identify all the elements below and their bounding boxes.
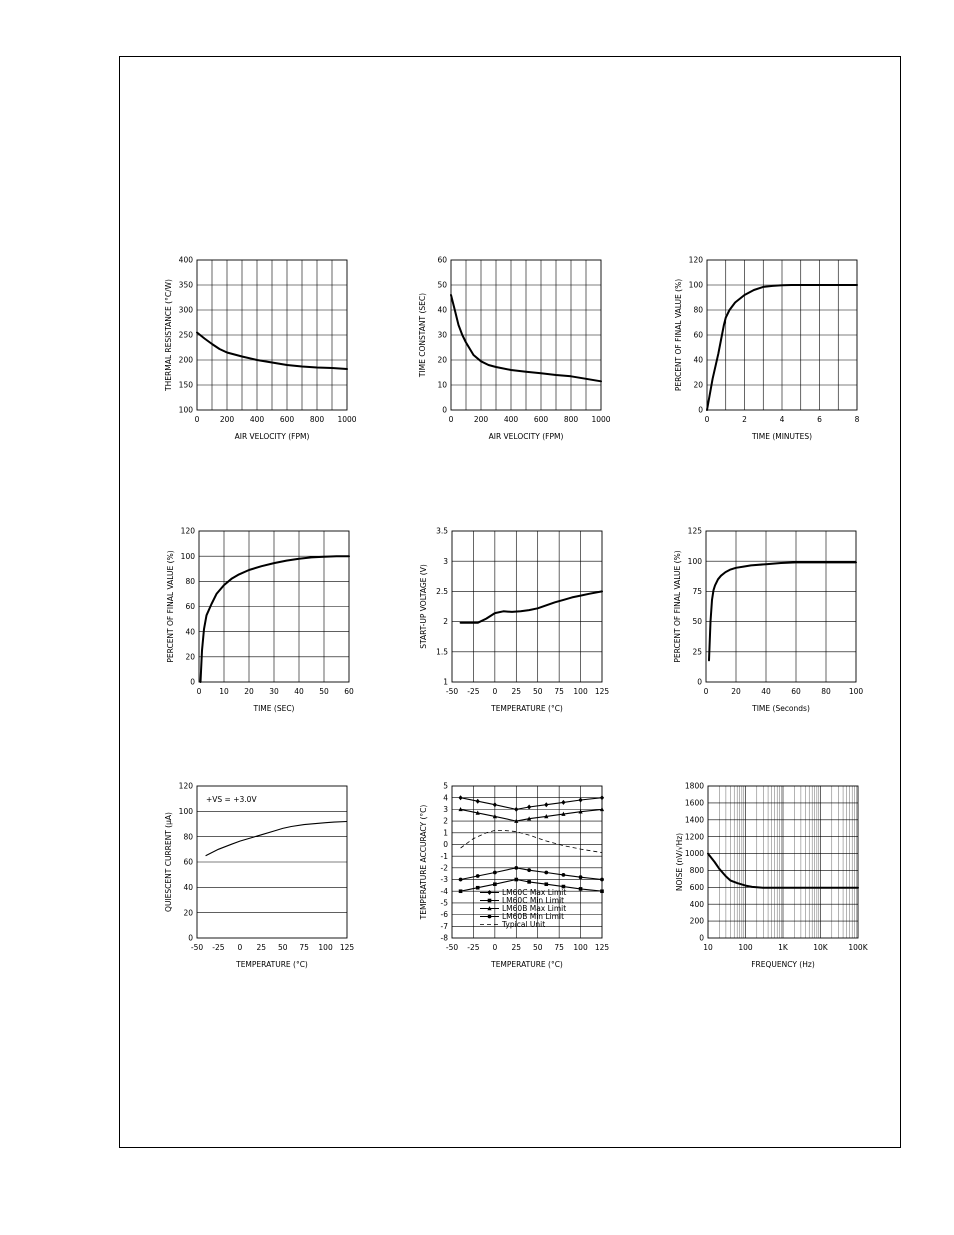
marker-diamond bbox=[600, 795, 604, 800]
y-tick-label: 100 bbox=[180, 551, 195, 561]
marker-square bbox=[600, 889, 604, 893]
y-tick-label: 10 bbox=[437, 380, 447, 390]
marker-triangle bbox=[458, 807, 462, 811]
marker-diamond bbox=[458, 795, 462, 800]
y-tick-label: 1.5 bbox=[436, 647, 448, 657]
x-tick-label: 0 bbox=[194, 415, 200, 424]
legend-item: LM60C Min Limit bbox=[502, 896, 565, 905]
y-tick-label: 60 bbox=[185, 602, 195, 612]
y-tick-label: 20 bbox=[185, 652, 195, 662]
y-tick-label: 50 bbox=[437, 280, 447, 290]
x-tick-label: 1K bbox=[778, 943, 788, 952]
marker-square bbox=[527, 880, 531, 884]
series-line bbox=[709, 562, 856, 660]
chart-grid bbox=[451, 260, 601, 410]
legend-item: Typical Unit bbox=[502, 920, 546, 929]
y-tick-label: 150 bbox=[178, 380, 193, 390]
y-tick-label: 120 bbox=[178, 781, 193, 791]
marker-square bbox=[579, 887, 583, 891]
y-axis-label: THERMAL RESISTANCE (°C/W) bbox=[164, 279, 173, 391]
x-tick-label: -25 bbox=[467, 687, 480, 696]
x-tick-label: 0 bbox=[237, 943, 243, 952]
x-tick-label: -25 bbox=[467, 943, 480, 952]
y-tick-label: 60 bbox=[693, 330, 703, 340]
y-tick-label: 30 bbox=[437, 330, 447, 340]
y-tick-label: 100 bbox=[688, 280, 703, 290]
x-tick-label: 75 bbox=[299, 943, 309, 952]
chart-grid bbox=[197, 260, 347, 410]
y-tick-label: 20 bbox=[183, 908, 193, 918]
x-tick-label: 400 bbox=[249, 415, 265, 424]
y-tick-label: 600 bbox=[689, 882, 704, 892]
legend-item: LM60B Min Limit bbox=[502, 912, 565, 921]
x-tick-label: 100 bbox=[848, 687, 864, 696]
y-tick-label: 125 bbox=[687, 526, 702, 536]
y-tick-label: 0 bbox=[698, 405, 703, 415]
y-tick-label: -8 bbox=[440, 933, 448, 943]
x-tick-label: 100 bbox=[573, 687, 588, 696]
x-tick-label: 4 bbox=[779, 415, 785, 424]
marker-diamond bbox=[578, 798, 582, 803]
y-tick-label: 1400 bbox=[684, 815, 704, 825]
y-tick-label: 0 bbox=[697, 677, 702, 687]
y-axis-label: QUIESCENT CURRENT (µA) bbox=[164, 812, 173, 912]
plot-frame bbox=[452, 531, 602, 682]
x-tick-label: 0 bbox=[196, 687, 202, 696]
marker-diamond bbox=[487, 890, 491, 895]
y-tick-label: 3.5 bbox=[436, 526, 448, 536]
x-tick-label: 25 bbox=[256, 943, 267, 952]
y-tick-label: 1200 bbox=[684, 832, 704, 842]
y-tick-label: 0 bbox=[442, 405, 447, 415]
y-tick-label: 0 bbox=[443, 840, 448, 850]
x-tick-label: -50 bbox=[445, 687, 459, 696]
y-axis-label: START-UP VOLTAGE (V) bbox=[419, 564, 428, 649]
marker-diamond bbox=[514, 807, 518, 812]
chart-grid bbox=[706, 531, 856, 682]
x-axis-label: TEMPERATURE (°C) bbox=[491, 704, 563, 713]
y-tick-label: 1800 bbox=[684, 781, 704, 791]
x-tick-label: 200 bbox=[473, 415, 489, 424]
marker-circle bbox=[527, 868, 531, 872]
x-tick-label: 40 bbox=[294, 687, 304, 696]
chart-3 bbox=[674, 256, 860, 441]
marker-diamond bbox=[561, 800, 565, 805]
x-tick-label: 80 bbox=[821, 687, 831, 696]
y-axis-label: PERCENT OF FINAL VALUE (%) bbox=[673, 550, 682, 663]
x-tick-label: -50 bbox=[190, 943, 204, 952]
y-tick-label: 80 bbox=[185, 576, 195, 586]
y-tick-label: 200 bbox=[689, 916, 704, 926]
x-tick-label: 25 bbox=[511, 687, 522, 696]
y-tick-label: 40 bbox=[437, 305, 447, 315]
y-tick-label: -1 bbox=[440, 851, 448, 861]
y-tick-label: 120 bbox=[688, 255, 703, 265]
y-tick-label: 25 bbox=[692, 647, 702, 657]
marker-diamond bbox=[476, 799, 480, 804]
x-tick-label: 100 bbox=[738, 943, 753, 952]
chart-grid bbox=[197, 811, 347, 912]
y-tick-label: 120 bbox=[180, 526, 195, 536]
x-tick-label: 400 bbox=[503, 415, 519, 424]
marker-diamond bbox=[544, 802, 548, 807]
y-tick-label: 100 bbox=[687, 556, 702, 566]
y-tick-label: 200 bbox=[178, 355, 193, 365]
y-tick-label: 1000 bbox=[684, 849, 704, 859]
marker-circle bbox=[476, 874, 480, 878]
marker-diamond bbox=[493, 802, 497, 807]
y-axis-label: NOISE (nV/√Hz) bbox=[675, 832, 684, 892]
marker-square bbox=[514, 878, 518, 882]
y-tick-label: -5 bbox=[440, 898, 448, 908]
x-tick-label: 75 bbox=[554, 687, 564, 696]
chart-grid bbox=[708, 786, 858, 938]
chart-1 bbox=[164, 256, 357, 441]
marker-circle bbox=[493, 871, 497, 875]
x-tick-label: 0 bbox=[703, 687, 709, 696]
x-tick-label: 60 bbox=[344, 687, 354, 696]
legend-item: LM60C Max Limit bbox=[502, 888, 567, 897]
x-tick-label: 2 bbox=[742, 415, 747, 424]
x-tick-label: 50 bbox=[532, 687, 543, 696]
y-tick-label: 20 bbox=[693, 380, 703, 390]
marker-circle bbox=[579, 875, 583, 879]
y-tick-label: 40 bbox=[183, 882, 193, 892]
chart-5 bbox=[419, 527, 609, 713]
x-tick-label: 10 bbox=[219, 687, 229, 696]
y-tick-label: 60 bbox=[183, 857, 193, 867]
x-tick-label: 100 bbox=[318, 943, 333, 952]
x-axis-label: TIME (MINUTES) bbox=[751, 432, 813, 441]
x-axis-label: TEMPERATURE (°C) bbox=[236, 960, 308, 969]
x-tick-label: 0 bbox=[492, 687, 498, 696]
x-tick-label: 25 bbox=[511, 943, 522, 952]
y-axis-label: TEMPERATURE ACCURACY (°C) bbox=[419, 804, 428, 920]
x-tick-label: 20 bbox=[731, 687, 741, 696]
y-tick-label: 0 bbox=[188, 933, 193, 943]
y-tick-label: 800 bbox=[689, 866, 704, 876]
y-tick-label: 5 bbox=[443, 781, 448, 791]
y-tick-label: 400 bbox=[689, 899, 704, 909]
plot-frame bbox=[706, 531, 856, 682]
series-line bbox=[201, 556, 350, 682]
y-tick-label: 100 bbox=[178, 405, 193, 415]
marker-circle bbox=[544, 871, 548, 875]
marker-circle bbox=[514, 866, 518, 870]
y-tick-label: 1600 bbox=[684, 798, 704, 808]
marker-square bbox=[476, 886, 480, 890]
marker-diamond bbox=[527, 805, 531, 810]
y-axis-label: PERCENT OF FINAL VALUE (%) bbox=[166, 550, 175, 663]
chart-4 bbox=[166, 527, 354, 713]
y-tick-label: -7 bbox=[440, 921, 448, 931]
y-tick-label: 20 bbox=[437, 355, 447, 365]
chart-7 bbox=[164, 782, 354, 969]
y-tick-label: 3 bbox=[443, 556, 448, 566]
y-tick-label: 3 bbox=[443, 804, 448, 814]
y-tick-label: 40 bbox=[185, 627, 195, 637]
x-tick-label: 50 bbox=[277, 943, 288, 952]
y-tick-label: 250 bbox=[178, 330, 193, 340]
y-tick-label: 60 bbox=[437, 255, 447, 265]
x-axis-label: AIR VELOCITY (FPM) bbox=[488, 432, 564, 441]
x-tick-label: 100 bbox=[573, 943, 588, 952]
x-tick-label: 800 bbox=[563, 415, 579, 424]
y-tick-label: 80 bbox=[693, 305, 703, 315]
x-tick-label: 50 bbox=[319, 687, 329, 696]
y-tick-label: 2 bbox=[443, 617, 448, 627]
y-tick-label: -3 bbox=[440, 875, 448, 885]
x-tick-label: 10 bbox=[703, 943, 713, 952]
chart-6 bbox=[673, 527, 863, 713]
x-tick-label: -50 bbox=[445, 943, 459, 952]
y-tick-label: -4 bbox=[440, 886, 448, 896]
marker-square bbox=[544, 882, 548, 886]
series-line bbox=[206, 822, 347, 856]
x-tick-label: 0 bbox=[492, 943, 498, 952]
x-tick-label: 0 bbox=[448, 415, 454, 424]
x-tick-label: 40 bbox=[761, 687, 771, 696]
y-tick-label: 80 bbox=[183, 832, 193, 842]
y-tick-label: -6 bbox=[440, 910, 448, 920]
x-tick-label: 30 bbox=[269, 687, 279, 696]
x-tick-label: 75 bbox=[554, 943, 564, 952]
y-tick-label: 0 bbox=[699, 933, 704, 943]
chart-grid bbox=[199, 531, 349, 682]
x-axis-label: AIR VELOCITY (FPM) bbox=[234, 432, 310, 441]
x-axis-label: TIME (Seconds) bbox=[752, 704, 810, 713]
y-axis-label: TIME CONSTANT (SEC) bbox=[418, 292, 427, 378]
chart-grid bbox=[452, 531, 602, 682]
chart-2 bbox=[418, 256, 611, 441]
y-tick-label: 1 bbox=[443, 677, 448, 687]
x-tick-label: 100K bbox=[848, 943, 868, 952]
y-tick-label: 350 bbox=[178, 280, 193, 290]
chart-legend bbox=[480, 888, 566, 929]
x-tick-label: 600 bbox=[533, 415, 549, 424]
x-tick-label: 60 bbox=[791, 687, 801, 696]
x-tick-label: 125 bbox=[594, 943, 610, 952]
x-tick-label: 600 bbox=[279, 415, 295, 424]
y-tick-label: 1 bbox=[443, 828, 448, 838]
x-tick-label: 10K bbox=[813, 943, 828, 952]
y-tick-label: 50 bbox=[692, 617, 702, 627]
x-tick-label: 800 bbox=[309, 415, 325, 424]
chart-annotation: +VS = +3.0V bbox=[206, 795, 257, 804]
x-tick-label: 50 bbox=[532, 943, 543, 952]
y-tick-label: -2 bbox=[440, 863, 448, 873]
y-tick-label: 300 bbox=[178, 305, 193, 315]
x-tick-label: 1000 bbox=[337, 415, 357, 424]
chart-9 bbox=[675, 782, 869, 969]
x-tick-label: 125 bbox=[339, 943, 355, 952]
x-tick-label: -25 bbox=[212, 943, 225, 952]
x-tick-label: 1000 bbox=[591, 415, 611, 424]
y-tick-label: 75 bbox=[692, 587, 702, 596]
y-axis-label: PERCENT OF FINAL VALUE (%) bbox=[674, 278, 683, 392]
x-axis-label: TIME (SEC) bbox=[253, 704, 295, 713]
marker-square bbox=[493, 882, 497, 886]
legend-item: LM60B Max Limit bbox=[502, 904, 567, 913]
chart-8 bbox=[419, 782, 609, 969]
x-tick-label: 20 bbox=[244, 687, 254, 696]
marker-circle bbox=[562, 873, 566, 877]
marker-square bbox=[488, 899, 492, 903]
x-tick-label: 6 bbox=[817, 415, 822, 424]
x-axis-label: FREQUENCY (Hz) bbox=[751, 960, 815, 969]
y-tick-label: 2.5 bbox=[436, 587, 448, 596]
marker-square bbox=[459, 889, 463, 893]
x-tick-label: 8 bbox=[854, 415, 860, 424]
chart-grid bbox=[707, 260, 857, 410]
y-tick-label: 100 bbox=[178, 806, 193, 816]
x-axis-label: TEMPERATURE (°C) bbox=[491, 960, 563, 969]
x-tick-label: 0 bbox=[704, 415, 710, 424]
y-tick-label: 0 bbox=[190, 677, 195, 687]
x-tick-label: 125 bbox=[594, 687, 610, 696]
y-tick-label: 400 bbox=[178, 255, 193, 265]
marker-circle bbox=[600, 878, 604, 882]
marker-circle bbox=[459, 878, 463, 882]
y-tick-label: 40 bbox=[693, 355, 703, 365]
x-tick-label: 200 bbox=[219, 415, 235, 424]
y-tick-label: 4 bbox=[443, 793, 448, 803]
y-tick-label: 2 bbox=[443, 816, 448, 826]
marker-circle bbox=[488, 915, 492, 919]
